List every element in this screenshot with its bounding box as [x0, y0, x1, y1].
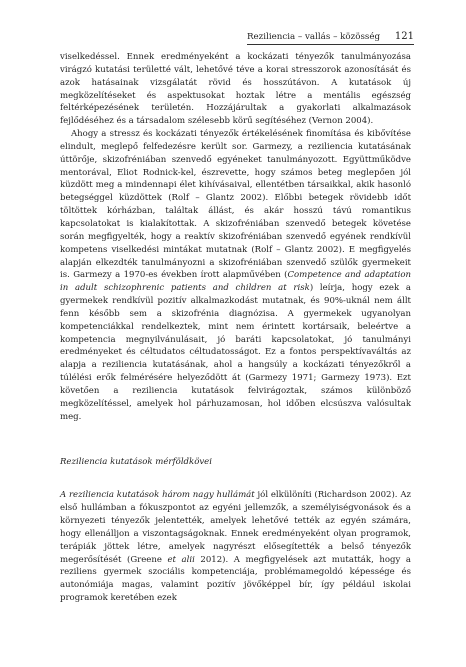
paragraph-text: jól elkülöníti (Richardson 2002). Az első hullámban a fókuszpontot az egyéni jellemzők, a személyiségvonások és a környezeti tényezők jelentették, amelyek lehetővé tették az egyén számára, hogy ellenálljon a viszontagságoknak. Ennek eredményeként olyan programok, terápiák jöttek létre, amelyek nagyrészt elősegítették a belső tényezők megerősítését (Greene [60, 490, 411, 565]
page-number: 121 [394, 31, 414, 42]
running-header [247, 31, 414, 45]
emphasis-italic: A reziliencia kutatások három nagy hullámát [60, 490, 255, 501]
et-alii-italic: et alii [167, 554, 195, 565]
paragraph-text: ) leírja, hogy ezek a gyermekek rendkívül pozitív alkalmazkodást mutatnak, és 90%-uknál nem állt fenn később sem a skizofrénia diagnózisa. A gyermekek ugyanolyan kompetenciákkal rendelkeztek, mint nem érintett kortársaik, beleértve a kompetencia megnyilvánulásait, jó baráti kapcsolatokat, jó tanulmányi eredményeket és céltudatos céltudatosságot. Ez a fontos perspektívaváltás az alapja a reziliencia kutatásának, ahol a hangsúly a kockázati tényezőkről a túlélési erők felmérésére helyeződött át (Garmezy 1971; Garmezy 1973). Ezt követően a reziliencia kutatások felvirágoztak, számos különböző megközelítéssel, amelyek hol párhuzamosan, hol időben elcsúszva valósultak meg. [60, 283, 411, 422]
paragraph-waves [60, 489, 411, 605]
paragraph-text: Ahogy a stressz és kockázati tényezők értékelésének finomítása és kibővítése elindult, meglepő felfedezésre került sor. Garmezy, a reziliencia kutatásának úttörője, skizofréniában szenvedő egyéneket tanulmányozott. Együttműködve mentorával, Eliot Rodnick-kel, észrevette, hogy számos beteg meglepően jól küzdött meg a mindennapi élet kihívásaival, ellentétben társaikkal, akik hasonló betegséggel küzdöttek (Rolf – Glantz 2002). Előbbi betegek rövidebb időt töltöttek kórházban, találtak állást, és akár hosszú távú romantikus kapcsolatokat is kialakítottak. A skizofréniában szenvedő betegek követése során megfigyelték, hogy a reaktív skizofréniában szenvedő egyének rendkívül kompetens viselkedési mintákat mutatnak (Rolf – Glantz 2002). E megfigyelés alapján elkezdték tanulmányozni a skizofréniában szenvedő szülők gyermekeit is. Garmezy a 1970-es években írott alapművében ( [60, 129, 411, 281]
section-heading: Reziliencia kutatások mérföldkövei [60, 457, 212, 468]
book-title-italic: Competence and adaptation in adult schizophrenic patients and children at risk [60, 270, 411, 294]
body-text [60, 51, 411, 605]
paragraph-text: 2012). A megfigyelések azt mutatták, hogy a reziliens gyermek szociális kompetenciája, problémamegoldó képessége és autonómiája magas, valamint pozitív jövőképpel bír, így például iskolai programok keretében ezek [60, 554, 411, 604]
running-title: Reziliencia – vallás – közösség [247, 32, 381, 42]
paragraph-garmezy [60, 128, 411, 423]
paragraph-continuation: viselkedéssel. Ennek eredményeként a kockázati tényezők tanulmányozása virágzó kutatási területté vált, lehetővé téve a korai stresszorok azonosítását és azok hatásainak vizsgálatát rövid és hosszútávon. A kutatások új megközelítéseket és aspektusokat hoztak létre a mentális egészség feltérképezésének területén. Hozzájárultak a gyakorlati alkalmazások fejlődéséhez és a társadalom szélesebb körű segítéséhez (Vernon 2004). [60, 52, 411, 127]
